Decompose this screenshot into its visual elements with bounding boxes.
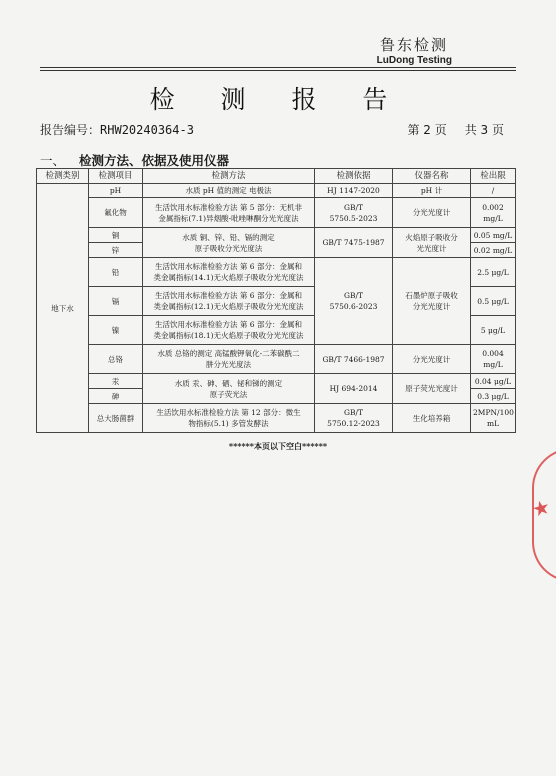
instrument-cell: 分光光度计: [393, 198, 471, 228]
limit-cell: 0.002 mg/L: [471, 198, 516, 228]
blank-below-note: ******本页以下空白******: [228, 441, 328, 451]
section-number: 一、: [40, 153, 66, 168]
table-row: [37, 404, 516, 433]
instrument-cell: pH 计: [393, 184, 471, 198]
page-total: 共 3 页: [464, 123, 504, 137]
basis-line: 5750.5-2023: [329, 213, 378, 223]
basis-line: GB/T: [343, 202, 364, 212]
header-rule: [40, 70, 516, 71]
method-line: 生活饮用水标准检验方法 第 12 部分：微生: [156, 408, 301, 417]
method-line: 生活饮用水标准检验方法 第 6 部分：金属和: [155, 291, 302, 300]
table-row: [37, 184, 516, 198]
header-limit: 检出限: [471, 169, 516, 184]
report-number-line: [40, 121, 194, 138]
instrument-line: 分光光度计: [412, 302, 451, 311]
basis-cell: GB/T 7466-1987: [315, 345, 393, 374]
item-cell: pH: [89, 184, 143, 198]
item-cell: 砷: [89, 389, 143, 404]
item-cell: 铅: [89, 258, 143, 287]
method-line: 水质 汞、砷、硒、铋和锑的测定: [174, 378, 283, 388]
item-cell: 总铬: [89, 345, 143, 374]
method-line: 生活饮用水标准检验方法 第 6 部分：金属和: [155, 320, 302, 329]
category-cell: 地下水: [37, 184, 89, 433]
method-line: 类金属指标(12.1)无火焰原子吸收分光光度法: [153, 302, 304, 311]
method-cell: [143, 316, 315, 345]
methods-table: [36, 168, 516, 433]
method-line: 类金属指标(18.1)无火焰原子吸收分光光度法: [153, 331, 304, 340]
section-title-text: 检测方法、依据及使用仪器: [79, 153, 230, 168]
method-line: 原子荧光法: [209, 389, 248, 399]
method-line: 生活饮用水标准检验方法 第 5 部分：无机非: [155, 202, 302, 212]
item-cell: 镍: [89, 316, 143, 345]
report-number: RHW20240364-3: [100, 123, 194, 137]
item-cell: 铜: [89, 228, 143, 243]
instrument-line: 石墨炉原子吸收: [405, 291, 458, 300]
method-line: 肼分光光度法: [206, 360, 251, 369]
method-cell: [143, 374, 315, 404]
method-line: 原子吸收分光光度法: [194, 243, 263, 253]
instrument-line: 火焰原子吸收分: [405, 232, 458, 242]
basis-cell: [315, 404, 393, 433]
instrument-cell: [393, 258, 471, 345]
limit-cell: 2.5 μg/L: [471, 258, 516, 287]
limit-cell: 0.004 mg/L: [471, 345, 516, 374]
header-basis: 检测依据: [315, 169, 393, 184]
header-rule: [40, 67, 516, 68]
method-line: 水质 铜、锌、铅、镉的测定: [182, 232, 275, 242]
limit-cell: /: [471, 184, 516, 198]
basis-line: GB/T: [343, 291, 364, 300]
limit-line: 2MPN/100: [473, 408, 514, 417]
table-row: [37, 345, 516, 374]
method-cell: 水质 pH 值的测定 电极法: [143, 184, 315, 198]
method-cell: [143, 198, 315, 228]
item-cell: 氟化物: [89, 198, 143, 228]
method-line: 水质 总铬的测定 高锰酸钾氧化-二苯碳酰二: [157, 349, 300, 358]
basis-line: 5750.6-2023: [329, 302, 378, 311]
basis-line: 5750.12-2023: [327, 419, 380, 428]
instrument-cell: 分光光度计: [393, 345, 471, 374]
instrument-cell: [393, 228, 471, 258]
report-number-label: 报告编号：: [40, 123, 101, 137]
limit-cell: [471, 404, 516, 433]
limit-cell: 0.3 μg/L: [471, 389, 516, 404]
section-title: [40, 151, 229, 169]
basis-cell: HJ 1147-2020: [315, 184, 393, 198]
table-row: [37, 228, 516, 243]
company-name-en: LuDong Testing: [376, 55, 452, 66]
method-cell: [143, 345, 315, 374]
method-line: 生活饮用水标准检验方法 第 6 部分：金属和: [155, 262, 302, 271]
item-cell: 锌: [89, 243, 143, 258]
page-indicator: [389, 121, 504, 138]
method-cell: [143, 258, 315, 287]
item-cell: 汞: [89, 374, 143, 389]
table-row: [37, 258, 516, 287]
header-item: 检测项目: [89, 169, 143, 184]
company-name-cn: 鲁东检测: [379, 36, 448, 54]
method-line: 物指标(5.1) 多管发酵法: [188, 419, 269, 428]
limit-cell: 0.05 mg/L: [471, 228, 516, 243]
table-row: [37, 374, 516, 389]
table-header-row: [37, 169, 516, 184]
header-instrument: 仪器名称: [393, 169, 471, 184]
method-line: 类金属指标(14.1)无火焰原子吸收分光光度法: [153, 273, 304, 282]
method-cell: [143, 287, 315, 316]
method-cell: [143, 228, 315, 258]
limit-cell: 5 μg/L: [471, 316, 516, 345]
seal-star-icon: ★: [529, 494, 553, 522]
item-cell: 总大肠菌群: [89, 404, 143, 433]
method-cell: [143, 404, 315, 433]
basis-cell: HJ 694-2014: [315, 374, 393, 404]
instrument-cell: 生化培养箱: [393, 404, 471, 433]
limit-line: mL: [486, 419, 500, 428]
table-row: [37, 198, 516, 228]
page-current: 第 2 页: [407, 123, 447, 137]
item-cell: 镉: [89, 287, 143, 316]
limit-cell: 0.02 mg/L: [471, 243, 516, 258]
basis-cell: GB/T 7475-1987: [315, 228, 393, 258]
basis-line: GB/T: [343, 408, 364, 417]
header-method: 检测方法: [143, 169, 315, 184]
limit-cell: 0.5 μg/L: [471, 287, 516, 316]
instrument-line: 光光度计: [416, 243, 447, 253]
limit-cell: 0.04 μg/L: [471, 374, 516, 389]
header-category: 检测类别: [37, 169, 89, 184]
instrument-cell: 原子荧光光度计: [393, 374, 471, 404]
document-title: 检 测 报 告: [149, 85, 407, 114]
basis-cell: [315, 198, 393, 228]
basis-cell: [315, 258, 393, 345]
method-line: 金属指标(7.1)异烟酸-吡唑啉酮分光光度法: [158, 213, 299, 223]
